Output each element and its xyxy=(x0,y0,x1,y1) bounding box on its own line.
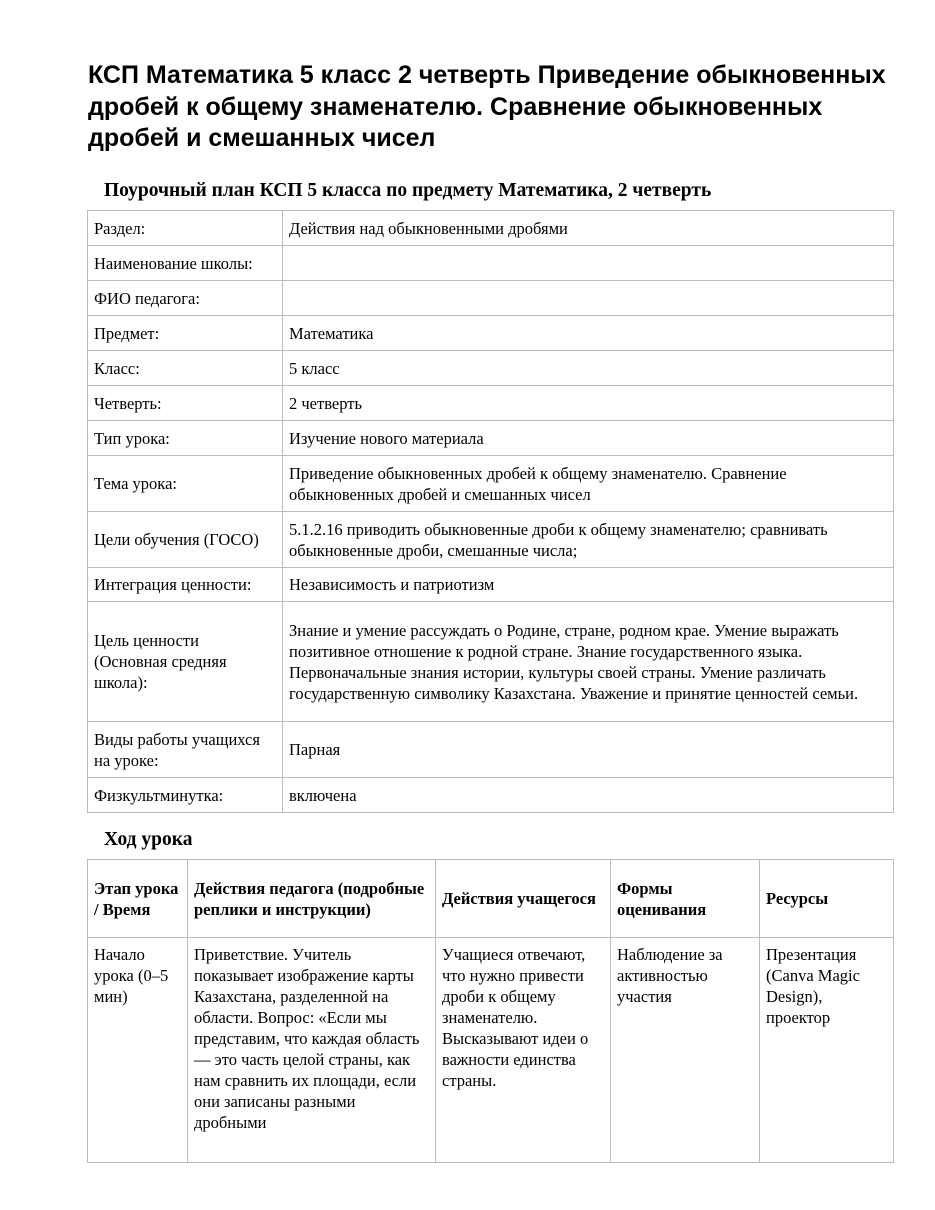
info-value: 2 четверть xyxy=(283,386,894,421)
table-row xyxy=(88,316,894,351)
info-value: Независимость и патриотизм xyxy=(283,568,894,602)
info-label: Физкультминутка: xyxy=(88,778,283,813)
info-label: ФИО педагога: xyxy=(88,281,283,316)
info-value: Действия над обыкновенными дробями xyxy=(283,211,894,246)
table-row xyxy=(88,421,894,456)
table-row xyxy=(88,722,894,778)
table-row xyxy=(88,211,894,246)
info-label: Тип урока: xyxy=(88,421,283,456)
table-row xyxy=(88,602,894,722)
info-value: включена xyxy=(283,778,894,813)
info-label: Интеграция ценности: xyxy=(88,568,283,602)
student-actions-cell: Учащиеся отвечают, что нужно привести дроби к общему знаменателю. Высказывают идеи о важности единства страны. xyxy=(436,938,611,1163)
plan-subtitle: Поурочный план КСП 5 класса по предмету Математика, 2 четверть xyxy=(104,180,712,201)
table-row xyxy=(88,938,894,1163)
table-row xyxy=(88,456,894,512)
table-row xyxy=(88,568,894,602)
lesson-flow-heading: Ход урока xyxy=(104,829,193,850)
resources-cell: Презентация (Canva Magic Design), проектор xyxy=(760,938,894,1163)
info-value xyxy=(283,246,894,281)
info-value: Приведение обыкновенных дробей к общему знаменателю. Сравнение обыкновенных дробей и смешанных чисел xyxy=(283,456,894,512)
column-header-student-actions: Действия учащегося xyxy=(436,860,611,938)
table-row xyxy=(88,778,894,813)
info-label: Цели обучения (ГОСО) xyxy=(88,512,283,568)
lesson-info-table xyxy=(87,210,894,813)
info-label: Тема урока: xyxy=(88,456,283,512)
info-value xyxy=(283,281,894,316)
info-value: Математика xyxy=(283,316,894,351)
info-label: Класс: xyxy=(88,351,283,386)
info-value: 5 класс xyxy=(283,351,894,386)
table-header-row xyxy=(88,860,894,938)
table-row xyxy=(88,281,894,316)
column-header-assessment: Формы оценивания xyxy=(611,860,760,938)
assessment-cell: Наблюдение за активностью участия xyxy=(611,938,760,1163)
teacher-actions-cell: Приветствие. Учитель показывает изображение карты Казахстана, разделенной на области. Вопрос: «Если мы представим, что каждая область — это часть целой страны, как нам сравнить их площади, если они записаны разными дробными xyxy=(188,938,436,1163)
info-value: Изучение нового материала xyxy=(283,421,894,456)
info-value: Парная xyxy=(283,722,894,778)
info-label: Виды работы учащихся на уроке: xyxy=(88,722,283,778)
column-header-stage: Этап урока / Время xyxy=(88,860,188,938)
info-label: Наименование школы: xyxy=(88,246,283,281)
info-label: Предмет: xyxy=(88,316,283,351)
info-value: Знание и умение рассуждать о Родине, стране, родном крае. Умение выражать позитивное отношение к родной стране. Знание государственного языка. Первоначальные знания истории, культуры своей страны. Умение различать государственную символику Казахстана. Уважение и принятие ценностей семьи. xyxy=(283,602,894,722)
column-header-teacher-actions: Действия педагога (подробные реплики и инструкции) xyxy=(188,860,436,938)
table-row xyxy=(88,246,894,281)
column-header-resources: Ресурсы xyxy=(760,860,894,938)
info-value: 5.1.2.16 приводить обыкновенные дроби к общему знаменателю; сравнивать обыкновенные дроби, смешанные числа; xyxy=(283,512,894,568)
table-row xyxy=(88,351,894,386)
info-label: Четверть: xyxy=(88,386,283,421)
stage-cell: Начало урока (0–5 мин) xyxy=(88,938,188,1163)
info-label: Раздел: xyxy=(88,211,283,246)
table-row xyxy=(88,512,894,568)
page-title: КСП Математика 5 класс 2 четверть Приведение обыкновенных дробей к общему знаменателю. Сравнение обыкновенных дробей и смешанных чисел xyxy=(88,61,886,152)
table-row xyxy=(88,386,894,421)
info-label: Цель ценности (Основная средняя школа): xyxy=(88,602,283,722)
lesson-flow-table xyxy=(87,859,894,1163)
